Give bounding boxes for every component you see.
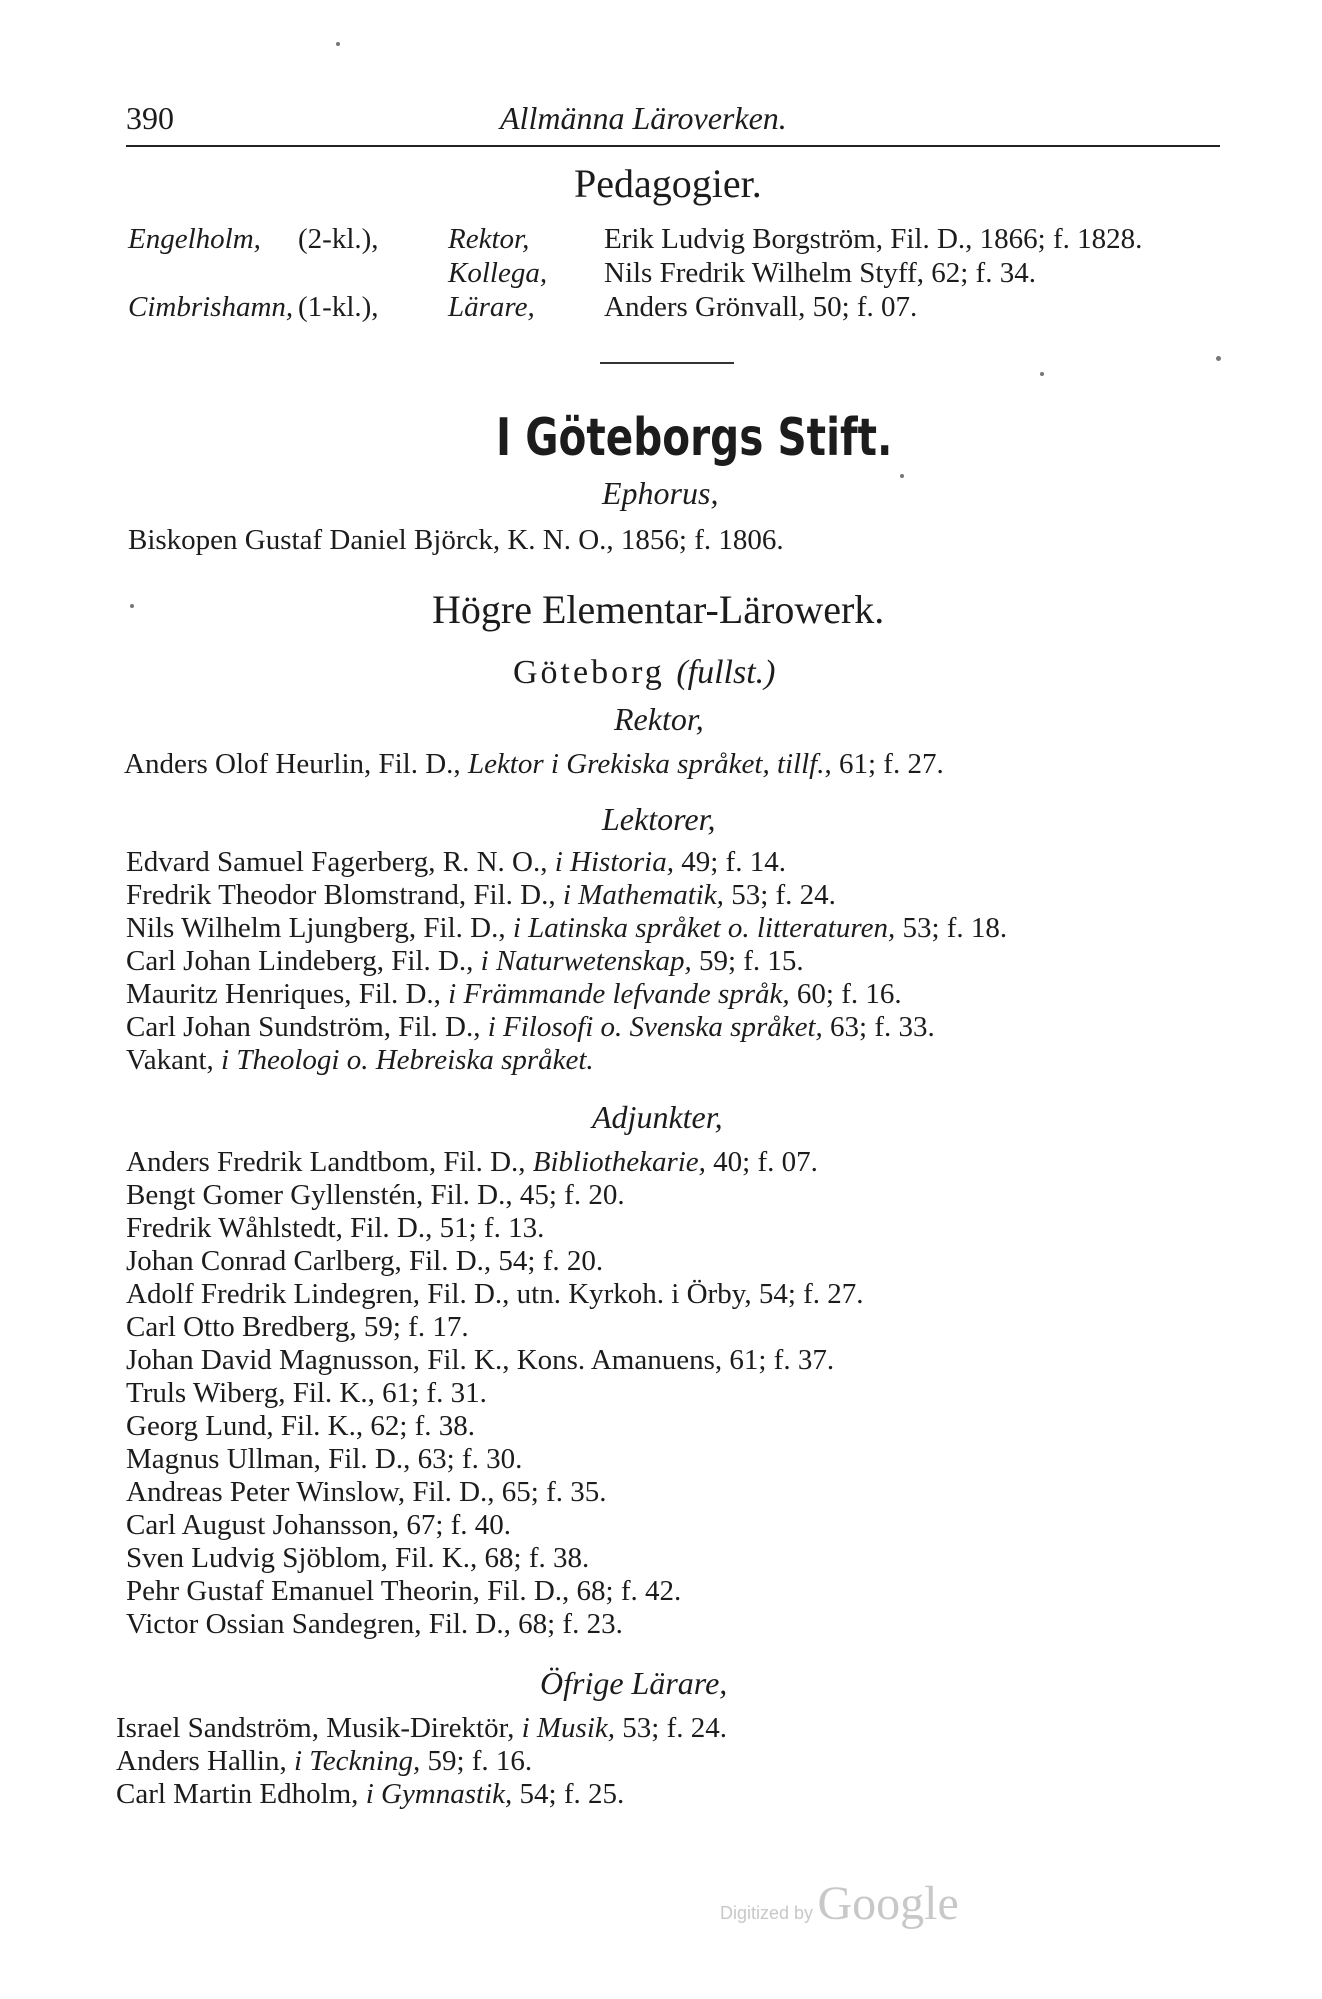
city-name: Göteborg xyxy=(513,654,665,691)
entry-name: Anders Olof Heurlin, Fil. D., xyxy=(124,748,468,780)
list-item: Anders Hallin, i Teckning, 59; f. 16. xyxy=(116,1745,533,1777)
entry: Nils Fredrik Wilhelm Styff, 62; f. 34. xyxy=(604,257,1036,289)
position-title: Lärare, xyxy=(448,291,535,323)
ephorus-entry: Biskopen Gustaf Daniel Björck, K. N. O., 1856; f. 1806. xyxy=(128,524,784,556)
list-item: Vakant, i Theologi o. Hebreiska språket. xyxy=(126,1044,594,1076)
list-item: Victor Ossian Sandegren, Fil. D., 68; f. 23. xyxy=(126,1608,623,1640)
running-head: Allmänna Läroverken. xyxy=(500,100,787,136)
position-title: Rektor, xyxy=(448,223,530,255)
header-rule xyxy=(126,145,1220,147)
list-item: Truls Wiberg, Fil. K., 61; f. 31. xyxy=(126,1377,487,1409)
list-item: Edvard Samuel Fagerberg, R. N. O., i Historia, 49; f. 14. xyxy=(126,846,786,878)
list-item: Andreas Peter Winslow, Fil. D., 65; f. 35. xyxy=(126,1476,607,1508)
school-heading: Högre Elementar-Lärowerk. xyxy=(432,587,885,632)
list-item: Pehr Gustaf Emanuel Theorin, Fil. D., 68; f. 42. xyxy=(126,1575,682,1607)
section-separator xyxy=(600,362,734,364)
ofrige-label: Öfrige Lärare, xyxy=(540,1665,728,1701)
list-item: Carl Johan Lindeberg, Fil. D., i Naturwetenskap, 59; f. 15. xyxy=(126,945,804,977)
list-item: Carl Otto Bredberg, 59; f. 17. xyxy=(126,1311,469,1343)
list-item: Bengt Gomer Gyllenstén, Fil. D., 45; f. 20. xyxy=(126,1179,625,1211)
rektor-label: Rektor, xyxy=(614,701,704,737)
list-item: Georg Lund, Fil. K., 62; f. 38. xyxy=(126,1410,476,1442)
list-item: Mauritz Henriques, Fil. D., i Främmande lefvande språk, 60; f. 16. xyxy=(126,978,902,1010)
place: Cimbrishamn, xyxy=(128,291,294,323)
list-item: Nils Wilhelm Ljungberg, Fil. D., i Latinska språket o. litteraturen, 53; f. 18. xyxy=(126,912,1008,944)
list-item: Carl Johan Sundström, Fil. D., i Filosofi o. Svenska språket, 63; f. 33. xyxy=(126,1011,935,1043)
scan-speck xyxy=(1040,372,1044,376)
watermark-prefix: Digitized by xyxy=(720,1903,814,1923)
place: Engelholm, xyxy=(128,223,261,255)
list-item: Sven Ludvig Sjöblom, Fil. K., 68; f. 38. xyxy=(126,1542,590,1574)
entry-dates: , 61; f. 27. xyxy=(824,748,944,780)
list-item: Carl August Johansson, 67; f. 40. xyxy=(126,1509,512,1541)
entry: Anders Grönvall, 50; f. 07. xyxy=(604,291,918,323)
list-item: Johan Conrad Carlberg, Fil. D., 54; f. 20. xyxy=(126,1245,604,1277)
entry: Erik Ludvig Borgström, Fil. D., 1866; f. 1828. xyxy=(604,223,1143,255)
class-count: (1-kl.), xyxy=(298,291,379,323)
scan-speck xyxy=(900,474,904,478)
list-item: Fredrik Wåhlstedt, Fil. D., 51; f. 13. xyxy=(126,1212,545,1244)
list-item: Fredrik Theodor Blomstrand, Fil. D., i Mathematik, 53; f. 24. xyxy=(126,879,836,911)
google-logo: Google xyxy=(817,1877,959,1930)
list-item: Israel Sandström, Musik-Direktör, i Musik, 53; f. 24. xyxy=(116,1712,727,1744)
list-item: Anders Fredrik Landtbom, Fil. D., Bibliothekarie, 40; f. 07. xyxy=(126,1146,818,1178)
rektor-entry xyxy=(124,748,944,781)
stift-heading: I Göteborgs Stift. xyxy=(496,408,893,468)
position-title: Kollega, xyxy=(448,257,548,289)
list-item: Carl Martin Edholm, i Gymnastik, 54; f. 25. xyxy=(116,1778,625,1810)
ephorus-label: Ephorus, xyxy=(602,475,719,511)
scan-speck xyxy=(1216,356,1221,361)
list-item: Magnus Ullman, Fil. D., 63; f. 30. xyxy=(126,1443,523,1475)
pedagogier-heading: Pedagogier. xyxy=(574,161,762,206)
school-city xyxy=(513,652,775,694)
lektorer-label: Lektorer, xyxy=(602,801,716,837)
page-number: 390 xyxy=(126,100,174,136)
list-item: Adolf Fredrik Lindegren, Fil. D., utn. Kyrkoh. i Örby, 54; f. 27. xyxy=(126,1278,864,1310)
class-count: (2-kl.), xyxy=(298,223,379,255)
scan-speck xyxy=(130,604,134,608)
scan-speck xyxy=(336,42,340,46)
entry-subject: Lektor i Grekiska språket, tillf. xyxy=(467,748,825,780)
list-item: Johan David Magnusson, Fil. K., Kons. Amanuens, 61; f. 37. xyxy=(126,1344,835,1376)
city-note: (fullst.) xyxy=(676,654,776,691)
digitized-watermark xyxy=(720,1876,959,1931)
adjunkter-label: Adjunkter, xyxy=(592,1099,723,1135)
